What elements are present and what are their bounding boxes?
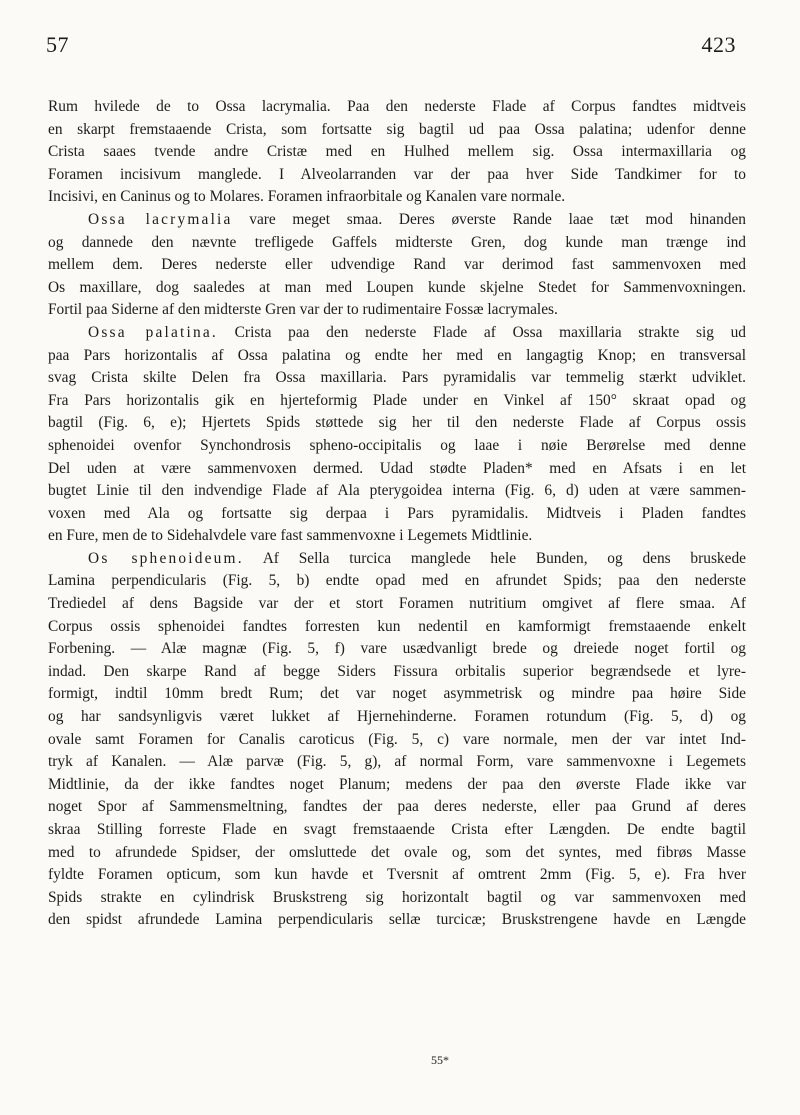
text-line: bugtet Linie til den indvendige Flade af Ala pterygoidea interna (Fig. 6, d) uden at være sammen- bbox=[48, 482, 746, 500]
text-line: Os maxillare, dog saaledes at man med Loupen kunde skjelne Stedet for Sammenvoxningen. bbox=[48, 278, 746, 296]
text-line: skraa Stilling forreste Flade en svagt fremstaaende Crista efter Længden. De endte bagtil bbox=[48, 821, 746, 838]
text-line: Lamina perpendicularis (Fig. 5, b) endte opad med en afrundet Spids; paa den nederste bbox=[48, 572, 746, 590]
section-heading: Os sphenoideum. bbox=[88, 549, 244, 567]
left-page-number: 57 bbox=[46, 32, 69, 57]
text-line: Fra Pars horizontalis gik en hjerteformig Plade under en Vinkel af 150° skraat opad og bbox=[48, 391, 746, 409]
text-line: Midtlinie, da der ikke fandtes noget Planum; medens der paa den øverste Flade ikke var bbox=[48, 775, 746, 793]
text-line: Rum hvilede de to Ossa lacrymalia. Paa den nederste Flade af Corpus fandtes midtveis bbox=[48, 98, 746, 115]
text-line: Forbening. — Alæ magnæ (Fig. 5, f) vare usædvanligt brede og dreiede noget fortil og bbox=[48, 640, 746, 658]
text-line: fyldte Foramen opticum, som kun havde et Tversnit af omtrent 2mm (Fig. 5, e). Fra hver bbox=[48, 866, 746, 884]
section-heading: Ossa lacrymalia bbox=[88, 210, 233, 228]
section-heading: Ossa palatina. bbox=[88, 323, 218, 341]
text-line: Foramen incisivum manglede. I Alveolarranden var der paa hver Side Tandkimer for to bbox=[48, 165, 746, 183]
text-line: svag Crista skilte Delen fra Ossa maxillaria. Pars pyramidalis var temmelig stærkt udviklet. bbox=[48, 369, 746, 387]
text-line: sphenoidei ovenfor Synchondrosis spheno-occipitalis og laae i nøie Berørelse med denne bbox=[48, 436, 746, 454]
text-line: paa Pars horizontalis af Ossa palatina og endte her med en langagtig Knop; en transversal bbox=[48, 346, 746, 364]
text-line: en skarpt fremstaaende Crista, som fortsatte sig bagtil ud paa Ossa palatina; udenfor denne bbox=[48, 120, 746, 138]
text-line: ovale samt Foramen for Canalis caroticus (Fig. 5, c) vare normale, men der var intet Ind- bbox=[48, 730, 746, 748]
text-line: formigt, indtil 10mm bredt Rum; det var noget asymmetrisk og mindre paa høire Side bbox=[48, 685, 746, 703]
text-line: Del uden at være sammenvoxen dermed. Udad stødte Pladen* med en Afsats i en let bbox=[48, 459, 746, 477]
text-line: Incisivi, en Caninus og to Molares. Foramen infraorbitale og Kanalen vare normale. bbox=[48, 188, 566, 206]
text-line: Corpus ossis sphenoidei fandtes forresten kun nedentil en kamformigt fremstaaende enkelt bbox=[48, 617, 746, 635]
text-line bbox=[48, 209, 746, 232]
text-line: Crista saaes tvende andre Cristæ med en Hulhed mellem sig. Ossa intermaxillaria og bbox=[48, 143, 746, 161]
text-line: tryk af Kanalen. — Alæ parvæ (Fig. 5, g), af normal Form, vare sammenvoxne i Legemets bbox=[48, 753, 746, 771]
text-line: Fortil paa Siderne af den midterste Gren var der to rudimentaire Fossæ lacrymales. bbox=[48, 301, 558, 319]
text-line: bagtil (Fig. 6, e); Hjertets Spids støttede sig her til den nederste Flade af Corpus ossis bbox=[48, 414, 746, 432]
text-line: den spidst afrundede Lamina perpendicularis sellæ turcicæ; Bruskstrengene havde en Længde bbox=[48, 911, 746, 929]
line-text: Crista paa den nederste Flade af Ossa maxillaria strakte sig ud bbox=[217, 323, 747, 341]
text-line bbox=[48, 322, 746, 345]
text-line: og har sandsynligvis været lukket af Hjernehinderne. Foramen rotundum (Fig. 5, d) og bbox=[48, 708, 746, 726]
text-line: Trediedel af dens Bagside var der et stort Foramen nutritium omgivet af flere smaa. Af bbox=[48, 595, 746, 613]
text-line bbox=[48, 548, 746, 571]
line-text: vare meget smaa. Deres øverste Rande laae tæt mod hinanden bbox=[232, 210, 746, 228]
signature-mark: 55* bbox=[431, 1053, 449, 1067]
text-line: indad. Den skarpe Rand af begge Siders Fissura orbitalis superior begrændsede et lyre- bbox=[48, 662, 746, 680]
line-text: Af Sella turcica manglede hele Bunden, og dens bruskede bbox=[243, 549, 746, 567]
text-line: voxen med Ala og fortsatte sig derpaa i Pars pyramidalis. Midtveis i Pladen fandtes bbox=[48, 504, 746, 522]
text-line: og dannede den nævnte trefligede Gaffels midterste Gren, dog kunde man trænge ind bbox=[48, 233, 746, 251]
right-page-number: 423 bbox=[701, 32, 736, 57]
text-line: Spids strakte en cylindrisk Bruskstreng sig horizontalt bagtil og var sammenvoxen med bbox=[48, 888, 746, 906]
text-line: med to afrundede Spidser, der omsluttede det ovale og, som det syntes, med fibrøs Masse bbox=[48, 843, 746, 861]
text-line: mellem dem. Deres nederste eller udvendige Rand var derimod fast sammenvoxen med bbox=[48, 256, 746, 274]
text-line: en Fure, men de to Sidehalvdele vare fast sammenvoxne i Legemets Midtlinie. bbox=[48, 527, 533, 545]
body-text bbox=[48, 96, 746, 932]
text-line: noget Spor af Sammensmeltning, fandtes der paa deres nederste, eller paa Grund af deres bbox=[48, 798, 746, 816]
